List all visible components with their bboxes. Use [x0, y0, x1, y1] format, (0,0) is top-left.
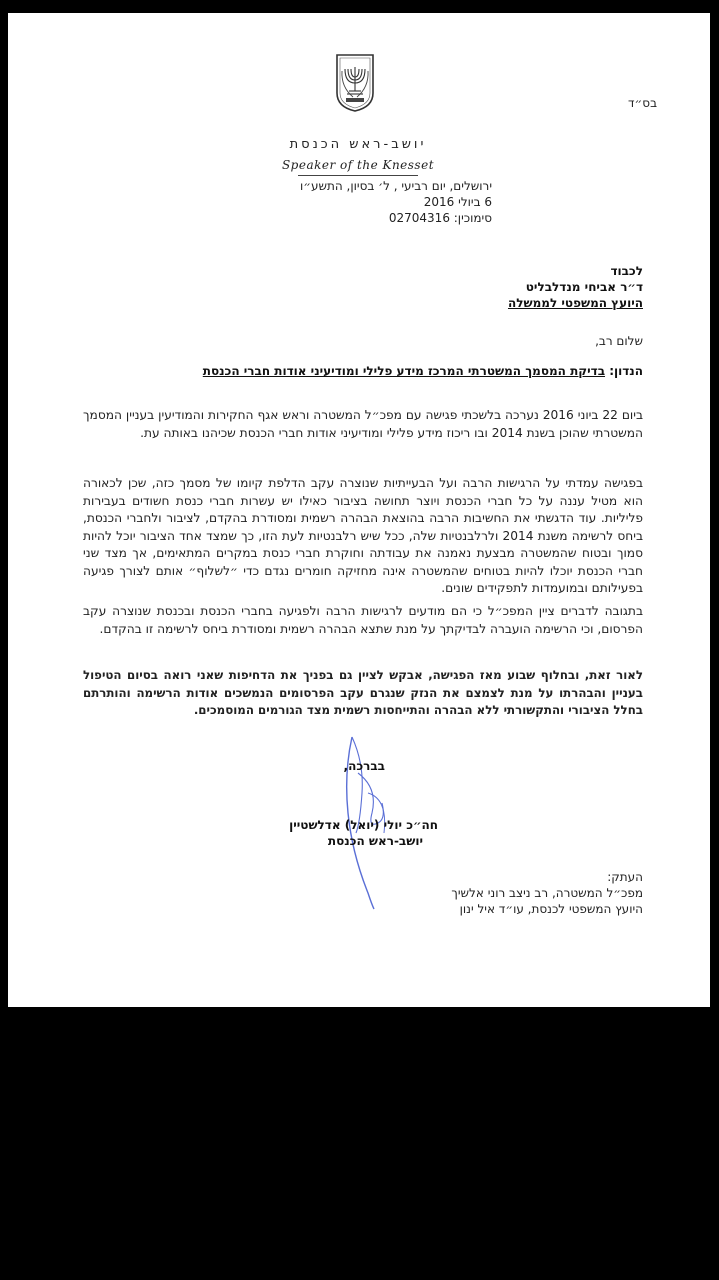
body-paragraph-2: בפגישה עמדתי על הרגישות הרבה ועל הבעייתיות שנוצרה עקב הדלפת קיומו של מסמך כזה, שכן לכאורה הוא מטיל עננה על כל חברי הכנסת ויוצר תחושה בציבור כאילו יש עשרות חברי כנסת חשודים בעבירות פליליות. עוד הדגשתי את החשיבות הרבה בהוצאת הבהרה רשמית ומסודרת בהקדם, לציבור ולחברי הכנסת, ביחס לרשימה משנת 2014 ולרלבנטיות שלה, ככל שיש רלבנטיות לעת הזו, כך שמצד אחד הציבור יוכל להיות סמוך ובטוח שהמשטרה מבצעת נאמנה את עבודתה וחוקרת חברי כנסת במקרים המתאימים, אך מצד שני חברי הכנסת יוכלו להיות בטוחים שהמשטרה אינה מחזיקה חומרים נגדם כדי ״לשלוף״ אותם לצורך פגיעה בפעילותם ובמועמדות לתפקידים שונים.	[83, 476, 643, 595]
addressee-name: ד״ר אביחי מנדלבליט	[525, 280, 643, 294]
speaker-title-english: Speaker of the Knesset	[281, 158, 435, 172]
letter-page	[8, 13, 710, 1007]
greeting: שלום רב,	[595, 334, 643, 348]
gregorian-date: 6 ביולי 2016	[423, 195, 492, 209]
subject-text: בדיקת המסמך המשטרתי המרכז מידע פלילי ומודיעיני אודות חברי הכנסת	[202, 364, 606, 378]
signer-title: יושב-ראש הכנסת	[327, 834, 423, 848]
speaker-title-hebrew: יושב-ראש הכנסת	[289, 137, 427, 152]
cc-line: היועץ המשפטי לכנסת, עו״ד איל ינון	[459, 902, 643, 916]
cc-line: מפכ״ל המשטרה, רב ניצב רוני אלשיך	[451, 886, 643, 900]
bsd-mark: בס״ד	[628, 96, 658, 110]
signer-name: חה״כ יולי (יואל) אדלשטיין	[289, 818, 438, 832]
subject-label: הנדון:	[609, 364, 643, 378]
subject-line	[83, 363, 643, 380]
addressee-to: לכבוד	[610, 264, 643, 278]
speaker-divider	[298, 175, 418, 176]
closing-blessing: בברכה,	[343, 759, 385, 773]
urgent-paragraph: לאור זאת, ובחלוף שבוע מאז הפגישה, אבקש לציין גם בפניך את הדחיפות שאני רואה בסיום הטיפול בעניין והבהרתו על מנת לצמצם את הנזק שנגרם עקב הפרסומים הנמשכים אודות הרשימה והותרתם בחלל הציבורי והתקשורתי ללא הבהרה והתייחסות רשמית מצד הגורמים המוסמכים.	[83, 668, 643, 717]
body-paragraph-3: בתגובה לדברים ציין המפכ״ל כי הם מודעים לרגישות הרבה ולפגיעה בחברי הכנסת ובכנסת שנוצרה עקב הפרסום, וכי הרשימה הועברה לבדיקתך על מנת שתצא הבהרה רשמית ומסודרת ביחס לרשימה זו בהקדם.	[83, 604, 643, 636]
knesset-emblem-icon	[333, 53, 377, 113]
addressee-title: היועץ המשפטי לממשלה	[507, 296, 643, 310]
reference-number: סימוכין: 02704316	[388, 211, 492, 225]
hebrew-date: ירושלים, יום רביעי , ל׳ בסיון, התשע״ו	[299, 179, 492, 193]
body-paragraph-1: ביום 22 ביוני 2016 נערכה בלשכתי פגישה עם מפכ״ל המשטרה וראש אגף החקירות והמודיעין בעניין המסמך המשטרתי שהוכן בשנת 2014 ובו ריכוז מידע פלילי ומודיעיני אודות חברי הכנסת שכיהנו באותה עת.	[83, 408, 643, 440]
cc-label: העתק:	[607, 870, 643, 884]
